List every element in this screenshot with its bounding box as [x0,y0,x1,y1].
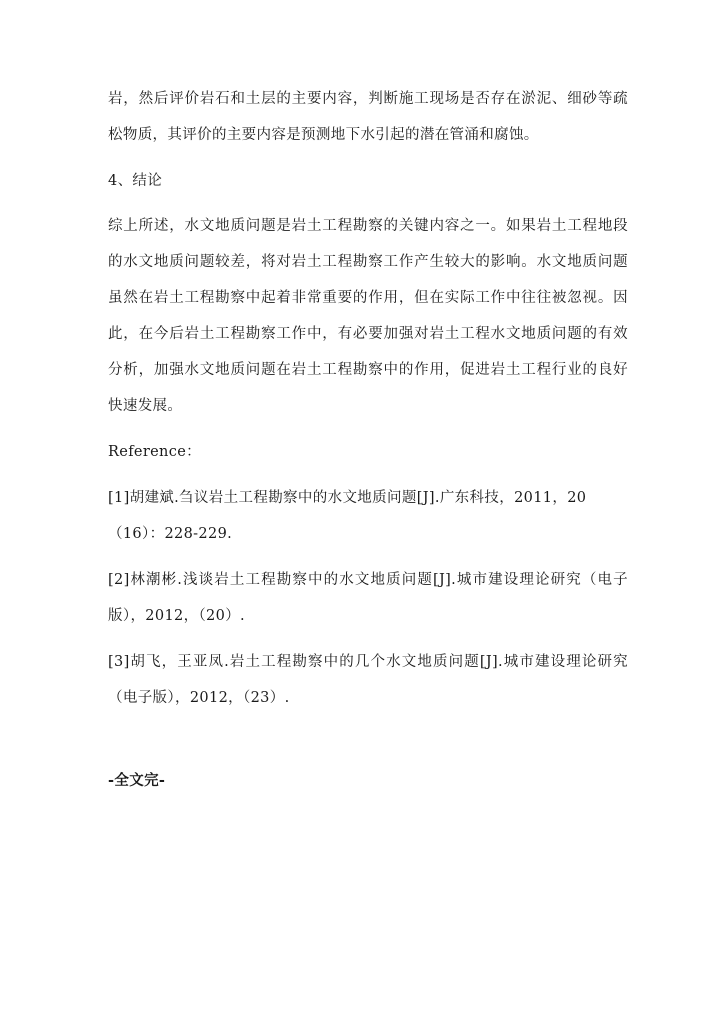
intro-line-2: 松物质，其评价的主要内容是预测地下水引起的潜在管涌和腐蚀。 [108,127,539,143]
conclusion-line-2: 的水文地质问题较差，将对岩土工程勘察工作产生较大的影响。水文地质问题 [108,254,628,270]
conclusion-line-3: 虽然在岩土工程勘察中起着非常重要的作用，但在实际工作中往往被忽视。因 [108,290,628,306]
reference-1-line-1: [1]胡建斌.刍议岩土工程勘察中的水文地质问题[J].广东科技，2011，20 [108,490,587,506]
reference-3-line-2: （电子版），2012，（23）. [108,690,290,706]
conclusion-line-6: 快速发展。 [108,398,183,414]
conclusion-line-5: 分析，加强水文地质问题在岩土工程勘察中的作用，促进岩土工程行业的良好 [108,362,628,378]
reference-1-line-2: （16）：228-229. [108,526,233,542]
reference-3-line-1: [3]胡飞，王亚凤.岩土工程勘察中的几个水文地质问题[J].城市建设理论研究 [108,654,628,670]
reference-2-line-1: [2]林潮彬.浅谈岩土工程勘察中的水文地质问题[J].城市建设理论研究（电子 [108,572,628,588]
conclusion-line-4: 此，在今后岩土工程勘察工作中，有必要加强对岩土工程水文地质问题的有效 [108,326,628,342]
references-heading: Reference： [108,444,201,460]
section-heading-conclusion: 4、结论 [108,173,163,189]
reference-2-line-2: 版），2012，（20）. [108,608,246,624]
conclusion-line-1: 综上所述，水文地质问题是岩土工程勘察的关键内容之一。如果岩土工程地段 [108,218,628,234]
intro-line-1: 岩，然后评价岩石和土层的主要内容，判断施工现场是否存在淤泥、细砂等疏 [108,91,628,107]
end-of-document-mark: -全文完- [108,773,166,789]
